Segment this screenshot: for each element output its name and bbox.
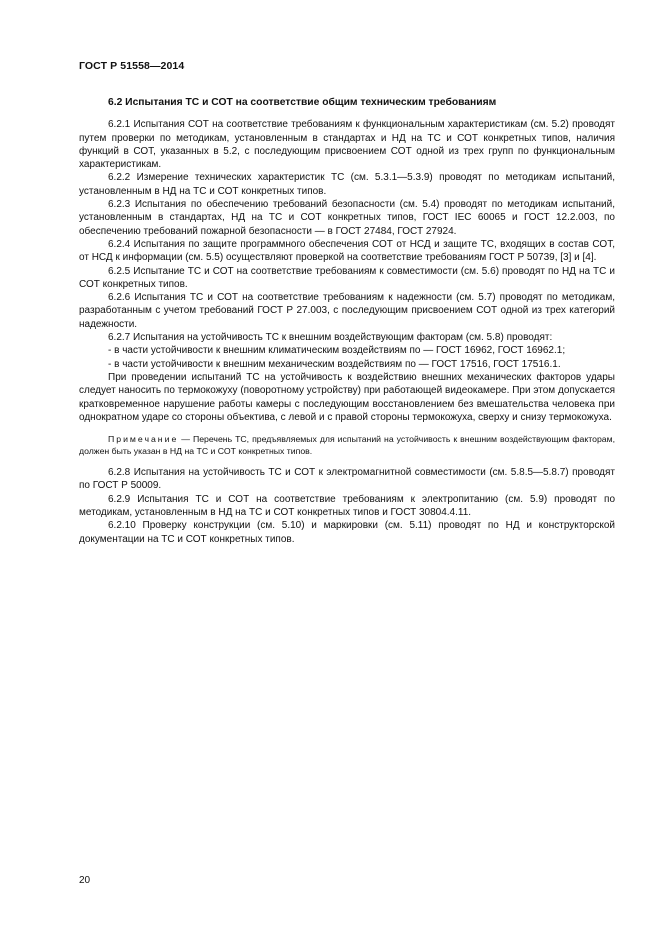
- note: [79, 433, 615, 457]
- document-body: [79, 96, 615, 546]
- paragraph-6-2-1: 6.2.1 Испытания СОТ на соответствие требованиям к функциональным характеристикам (см. 5.2) проводят путем проверки по методикам, установленным в стандартах и НД на ТС и СОТ конкретных типов, наличия функций в СОТ, указанных в 5.2, с последующим присвоением СОТ одной из трех групп по функциональным характеристикам.: [79, 119, 615, 171]
- document-code-header: ГОСТ Р 51558—2014: [79, 60, 185, 72]
- note-text: — Перечень ТС, предъявляемых для испытаний на устойчивость к внешним воздействующим факторам, должен быть указан в НД на ТС и СОТ конкретных типов.: [79, 434, 615, 457]
- paragraph-6-2-7: 6.2.7 Испытания на устойчивость ТС к внешним воздействующим факторам (см. 5.8) проводят:: [108, 332, 553, 344]
- paragraph-6-2-10: 6.2.10 Проверку конструкции (см. 5.10) и маркировки (см. 5.11) проводят по НД и конструкторской документации на ТС и СОТ конкретных типов.: [79, 520, 615, 545]
- note-label: Примечание: [108, 434, 179, 445]
- paragraph-6-2-3: 6.2.3 Испытания по обеспечению требований безопасности (см. 5.4) проводят по методикам испытаний, установленным в стандартах, НД на ТС и СОТ конкретных типов, ГОСТ IEC 60065 и ГОСТ 12.2.003, по обеспечению требований пожарной безопасности — в ГОСТ 27484, ГОСТ 27924.: [79, 199, 615, 237]
- paragraph-6-2-5: 6.2.5 Испытание ТС и СОТ на соответствие требованиям к совместимости (см. 5.6) проводят по НД на ТС и СОТ конкретных типов.: [79, 265, 615, 290]
- paragraph-6-2-6: 6.2.6 Испытания ТС и СОТ на соответствие требованиям к надежности (см. 5.7) проводят по методикам, разработанным с учетом требований ГОСТ Р 27.003, с последующим присвоением СОТ одной из трех категорий надежности.: [79, 292, 615, 330]
- page-number: 20: [79, 875, 91, 886]
- paragraph-6-2-8: 6.2.8 Испытания на устойчивость ТС и СОТ к электромагнитной совместимости (см. 5.8.5—5.8.7) проводят по ГОСТ Р 50009.: [79, 467, 615, 492]
- paragraph-6-2-4: 6.2.4 Испытания по защите программного обеспечения СОТ от НСД и защите ТС, входящих в состав СОТ, от НСД к информации (см. 5.5) осуществляют проверкой на соответствие требованиям ГОСТ Р 50739, [3] и [4].: [79, 238, 615, 264]
- paragraph-6-2-7-mechanical-tests: При проведении испытаний ТС на устойчивость к воздействию внешних механических факторов удары следует наносить по термокожуху (поворотному устройству) при работающей видеокамере. При этом допускается кратковременное нарушение работы камеры с последующим восстановлением без вмешательства человека при однократном ударе со стороны объектива, с левой и с правой стороны термокожуха, сверху и снизу термокожуха.: [79, 371, 615, 423]
- paragraph-6-2-2: 6.2.2 Измерение технических характеристик ТС (см. 5.3.1—5.3.9) проводят по методикам испытаний, установленным в НД на ТС и СОТ конкретных типов.: [79, 172, 615, 197]
- paragraph-6-2-9: 6.2.9 Испытания ТС и СОТ на соответствие требованиям к электропитанию (см. 5.9) проводят по методикам, установленным в НД на ТС и СОТ конкретных типов и ГОСТ 30804.4.11.: [79, 493, 615, 519]
- section-title: 6.2 Испытания ТС и СОТ на соответствие общим техническим требованиям: [108, 97, 497, 108]
- list-item-climatic: - в части устойчивости к внешним климатическим воздействиям по — ГОСТ 16962, ГОСТ 16962.1;: [108, 345, 566, 357]
- list-item-mechanical: - в части устойчивости к внешним механическим воздействиям по — ГОСТ 17516, ГОСТ 17516.1.: [108, 358, 561, 370]
